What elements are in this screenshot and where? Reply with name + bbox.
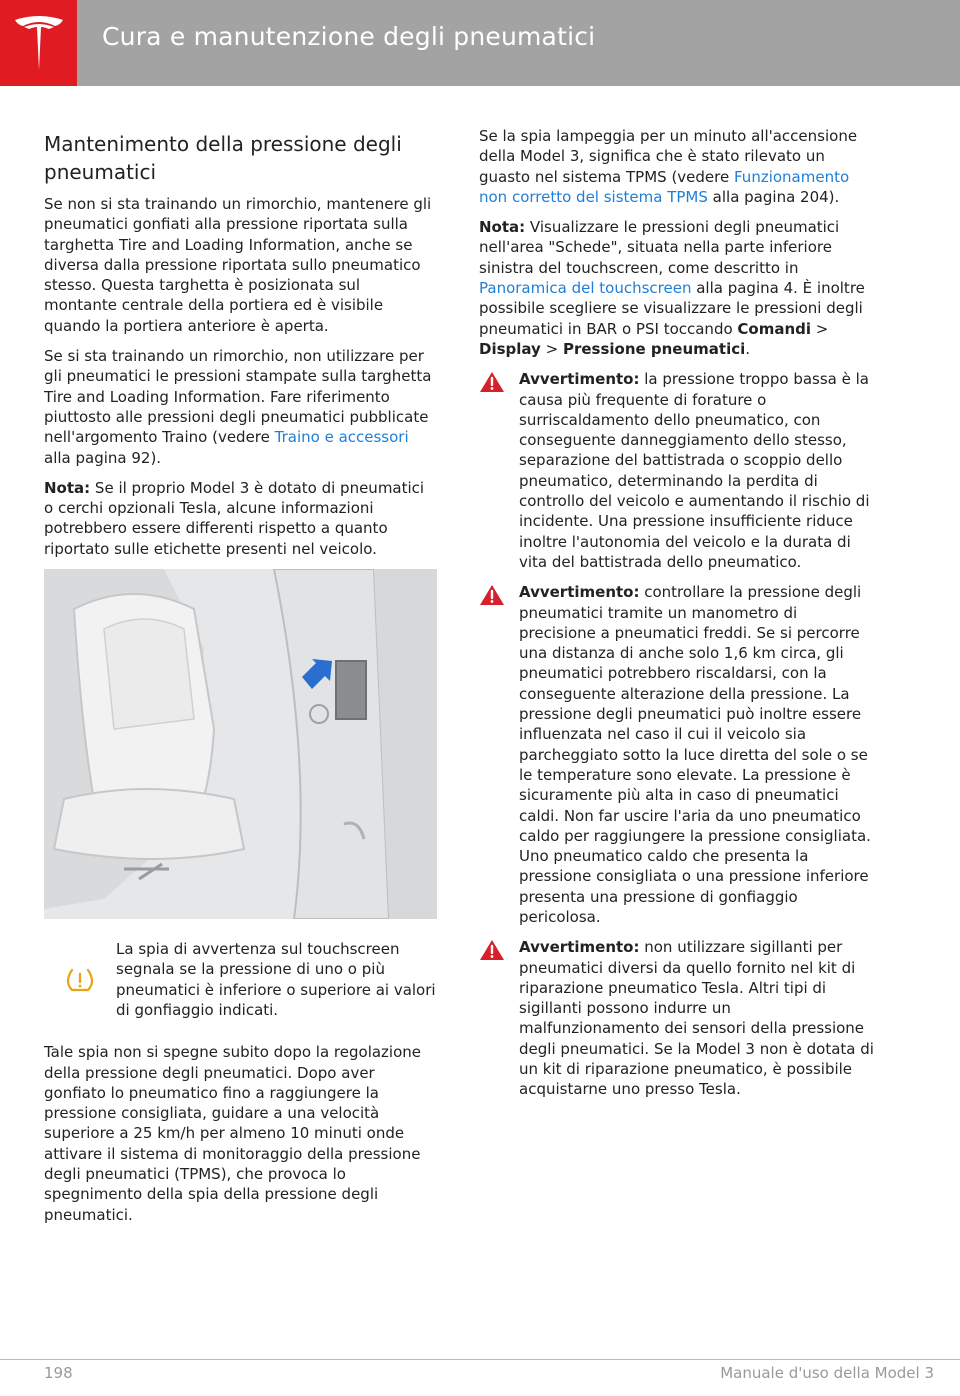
page-header xyxy=(0,0,960,86)
paragraph-pressure: Se non si sta trainando un rimorchio, mantenere gli pneumatici gonfiati alla pressione riportata sulla targhetta Tire and Loading Information, anche se diversa dalla pressione riportata sullo pneumatico stesso. Questa targhetta è posizionata sul montante centrale della portiera ed è visibile quando la portiera anteriore è aperta. xyxy=(44,195,432,335)
menu-display: Display xyxy=(479,339,541,358)
tesla-logo xyxy=(0,0,77,86)
blink-text-a: Se la spia lampeggia per un minuto all'accensione della Model 3, significa che è stato rilevato un guasto nel sistema TPMS (vedere xyxy=(479,127,858,186)
tpms-indicator-row xyxy=(44,939,436,1020)
warning-text xyxy=(519,937,874,1099)
paragraph-towing xyxy=(44,346,436,468)
tesla-logo-icon xyxy=(13,14,65,72)
tire-label-illustration xyxy=(44,569,437,919)
warning-label: Avvertimento: xyxy=(519,583,640,602)
towing-text-a: Se si sta trainando un rimorchio, non utilizzare per gli pneumatici le pressioni stampate sulla targhetta Tire and Loading Information. Fare riferimento piuttosto alle pressioni degli pneumatici pubblicate nell'argomento Traino (vedere xyxy=(44,347,432,447)
paragraph-blink xyxy=(479,126,874,207)
page-number: 198 xyxy=(44,1364,73,1382)
warning-triangle-icon xyxy=(479,937,509,1099)
warning-body: la pressione troppo bassa è la causa più frequente di forature o surriscaldamento dello pneumatico, con conseguente danneggiamento dello stesso, separazione del battistrada o scoppio dello pneumatico, determinando la perdita di controllo del veicolo e aumentando il rischio di incidente. Una pressione insufficiente riduce inoltre l'autonomia del veicolo e la durata di vita del battistrada dello pneumatico. xyxy=(519,370,870,571)
warning-sealant xyxy=(479,937,874,1099)
warning-label: Avvertimento: xyxy=(519,370,640,389)
menu-sep-2: > xyxy=(540,339,563,358)
section-heading: Mantenimento della pressione degli pneumatici xyxy=(44,132,402,184)
tpms-warning-icon xyxy=(44,968,116,992)
menu-sep-1: > xyxy=(811,319,829,338)
warning-low-pressure xyxy=(479,369,874,572)
menu-pressione: Pressione pneumatici xyxy=(562,339,746,358)
paragraph-reset: Tale spia non si spegne subito dopo la regolazione della pressione degli pneumatici. Dopo aver gonfiato lo pneumatico fino a raggiungere la pressione consigliata, guidare a una velocità superiore a 25 km/h per almeno 10 minuti onde attivare il sistema di monitoraggio della pressione degli pneumatici (TPMS), che provoca lo spegnimento della spia della pressione degli pneumatici. xyxy=(44,1043,422,1224)
warning-text xyxy=(519,582,874,927)
warning-body: controllare la pressione degli pneumatici tramite un manometro di precisione a pneumatici freddi. Se si percorre una distanza di anche solo 1,6 km circa, gli pneumatici potrebbero riscaldarsi, con la conseguente alterazione della pressione. La pressione degli pneumatici può inoltre essere influenzata nel caso il cui il veicolo sia parcheggiato sotto la luce diretta del sole o se le temperature sono elevate. La pressione è sicuramente più alta in caso di pneumatici caldi. Non far uscire l'aria da uno pneumatico caldo per raggiungere la pressione consigliata. Uno pneumatico caldo che presenta la pressione consigliata o una pressione inferiore presenta una pressione di gonfiaggio pericolosa. xyxy=(519,583,871,926)
note-paragraph xyxy=(44,478,436,559)
tire-label-placard xyxy=(336,661,366,719)
header-title: Cura e manutenzione degli pneumatici xyxy=(102,22,596,51)
link-touchscreen-overview[interactable]: Panoramica del touchscreen xyxy=(479,279,692,298)
menu-end: . xyxy=(745,339,751,358)
tpms-description: La spia di avvertenza sul touchscreen segnala se la pressione di uno o più pneumatici è inferiore o superiore ai valori di gonfiaggio indicati. xyxy=(116,940,436,1019)
manual-title: Manuale d'uso della Model 3 xyxy=(720,1364,934,1382)
warning-label: Avvertimento: xyxy=(519,938,640,957)
warning-check-cold xyxy=(479,582,874,927)
menu-comandi: Comandi xyxy=(737,319,812,338)
note-label-right: Nota: xyxy=(479,218,526,237)
link-tpms-malfunction[interactable]: Funzionamento non corretto del sistema TPMS xyxy=(479,167,850,206)
warning-text xyxy=(519,369,874,572)
note-touchscreen-a: Visualizzare le pressioni degli pneumatici nell'area "Schede", situata nella parte inferiore sinistra del touchscreen, come descritto in xyxy=(479,218,840,277)
blink-text-b: alla pagina 204). xyxy=(707,187,840,206)
car-seat-pillar-drawing xyxy=(44,569,437,919)
warning-triangle-icon xyxy=(479,369,509,572)
right-column xyxy=(479,126,874,1110)
towing-text-b: alla pagina 92). xyxy=(44,448,162,467)
footer-divider xyxy=(0,1359,960,1360)
left-column xyxy=(44,126,436,1235)
note-touchscreen-b: alla pagina 4. È inoltre possibile scegliere se visualizzare le pressioni degli pneumatici in BAR o PSI toccando xyxy=(479,279,865,338)
warning-body: non utilizzare sigillanti per pneumatici diversi da quello fornito nel kit di riparazione pneumatico Tesla. Altri tipi di sigillanti possono indurre un malfunzionamento dei sensori della pressione degli pneumatici. Se la Model 3 non è dotata di un kit di riparazione pneumatico, è possibile acquistarne uno presso Tesla. xyxy=(519,938,874,1099)
note-label: Nota: xyxy=(44,478,91,497)
note-text: Se il proprio Model 3 è dotato di pneumatici o cerchi opzionali Tesla, alcune informazioni potrebbero essere differenti rispetto a quanto riportato sulle etichette presenti nel veicolo. xyxy=(44,478,425,558)
note-touchscreen xyxy=(479,217,874,359)
warning-triangle-icon xyxy=(479,582,509,927)
link-towing[interactable]: Traino e accessori xyxy=(274,428,409,447)
